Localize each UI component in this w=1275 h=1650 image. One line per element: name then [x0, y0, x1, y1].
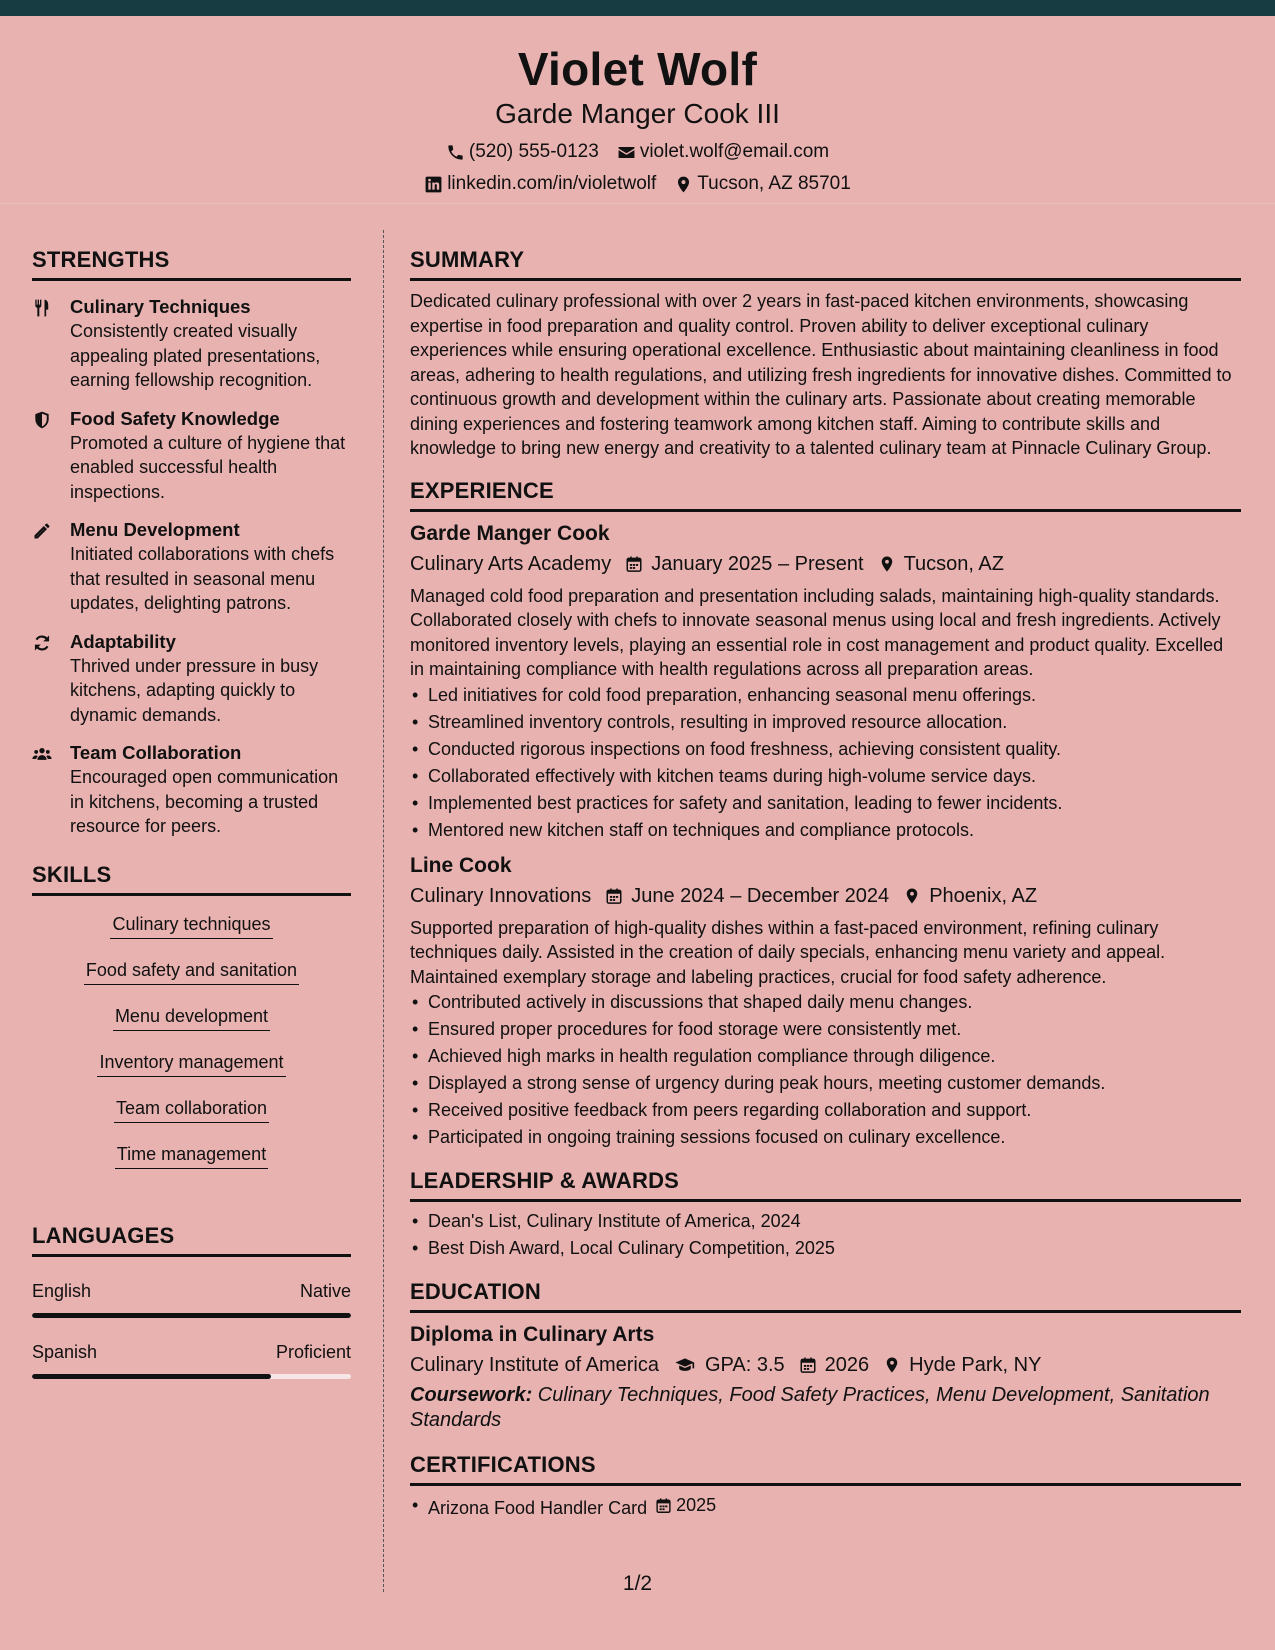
- list-item: • Participated in ongoing training sessions focused on culinary excellence.: [410, 1124, 1241, 1151]
- candidate-name: Violet Wolf: [517, 43, 758, 95]
- skill-tag: Menu development: [113, 1004, 270, 1031]
- graduation-cap-icon: [673, 1355, 697, 1375]
- map-pin-icon: [883, 1356, 901, 1374]
- contact-linkedin[interactable]: [424, 172, 656, 196]
- skill-tag: Food safety and sanitation: [84, 958, 299, 985]
- language-name: English: [32, 1280, 92, 1301]
- language-bar-fill: [32, 1374, 271, 1379]
- language-name: Spanish: [32, 1341, 98, 1362]
- coursework-text: Culinary Techniques, Food Safety Practices, Menu Development, Sanitation Standards: [410, 1384, 1210, 1431]
- map-pin-icon: [903, 887, 921, 905]
- job-bullets: [410, 989, 1241, 1151]
- languages-title: LANGUAGES: [32, 1222, 351, 1257]
- contact-row-2: [0, 172, 1275, 196]
- strength-title: Adaptability: [70, 630, 176, 652]
- education-entry: [410, 1321, 1241, 1433]
- list-item: • Ensured proper procedures for food storage were consistently met.: [410, 1016, 1241, 1043]
- language-level: Native: [299, 1280, 351, 1301]
- contact-email[interactable]: [617, 140, 829, 164]
- graduation-year: 2026: [824, 1354, 870, 1376]
- left-column: [32, 246, 351, 1379]
- calendar-icon: [625, 555, 643, 573]
- list-item: • Implemented best practices for safety and sanitation, leading to fewer incidents.: [410, 790, 1241, 817]
- certifications-list: [410, 1492, 1241, 1522]
- list-item: • Contributed actively in discussions that shaped daily menu changes.: [410, 989, 1241, 1016]
- right-column: [410, 246, 1241, 1522]
- coursework-label: Coursework:: [410, 1384, 533, 1406]
- skill-tag: Inventory management: [97, 1050, 285, 1077]
- list-item: • Achieved high marks in health regulation compliance through diligence.: [410, 1043, 1241, 1070]
- pencil-icon: [32, 521, 52, 541]
- language-bar: [32, 1374, 351, 1379]
- location-text: Tucson, AZ 85701: [697, 173, 851, 194]
- language-item: [32, 1340, 351, 1379]
- top-accent-bar: [0, 0, 1275, 16]
- refresh-icon: [32, 633, 52, 653]
- skill-tag: Time management: [115, 1142, 268, 1169]
- strength-title: Menu Development: [70, 519, 240, 540]
- language-level: Proficient: [275, 1341, 351, 1362]
- strength-item: [32, 518, 351, 616]
- strength-title: Food Safety Knowledge: [70, 407, 280, 429]
- job-title: Line Cook: [410, 853, 512, 877]
- strength-item: [32, 407, 351, 505]
- contact-row-1: [0, 140, 1275, 164]
- list-item: • Led initiatives for cold food preparation, enhancing seasonal menu offerings.: [410, 682, 1241, 709]
- resume-header: [0, 16, 1275, 204]
- certifications-title: CERTIFICATIONS: [410, 1451, 1241, 1486]
- education-title: EDUCATION: [410, 1278, 1241, 1313]
- users-icon: [32, 744, 52, 764]
- job-description: Supported preparation of high-quality dishes within a fast-paced environment, refining culinary techniques daily. Assisted in the creation of daily specials, enhancing menu variety and appeal. Maintained exemplary storage and labeling practices, crucial for food safety adherence.: [410, 917, 1166, 987]
- shield-icon: [32, 410, 52, 430]
- education-meta: [410, 1351, 1241, 1379]
- experience-title: EXPERIENCE: [410, 477, 1241, 512]
- calendar-icon: [799, 1356, 817, 1374]
- school-name: Culinary Institute of America: [410, 1354, 659, 1376]
- gpa-text: GPA: 3.5: [705, 1354, 785, 1376]
- strength-desc: Encouraged open communication in kitchens, becoming a trusted resource for peers.: [70, 767, 339, 836]
- list-item: • Collaborated effectively with kitchen teams during high-volume service days.: [410, 763, 1241, 790]
- school-location: Hyde Park, NY: [909, 1354, 1042, 1376]
- job-entry: [410, 520, 1241, 844]
- coursework: [410, 1383, 1241, 1433]
- skills-title: SKILLS: [32, 861, 351, 896]
- contact-phone: [446, 140, 599, 164]
- job-entry: [410, 852, 1241, 1152]
- candidate-role: Garde Manger Cook III: [495, 98, 780, 129]
- linkedin-text: linkedin.com/in/violetwolf: [447, 173, 657, 194]
- strengths-title: STRENGTHS: [32, 246, 351, 281]
- job-dates: June 2024 – December 2024: [631, 884, 890, 907]
- job-location: Phoenix, AZ: [929, 884, 1038, 907]
- list-item: • Displayed a strong sense of urgency during peak hours, meeting customer demands.: [410, 1070, 1241, 1097]
- strength-title: Team Collaboration: [70, 742, 242, 763]
- job-bullets: [410, 682, 1241, 844]
- awards-list: [410, 1208, 1241, 1262]
- linkedin-icon: [424, 175, 443, 194]
- cert-name: Arizona Food Handler Card: [428, 1498, 648, 1518]
- page-number: 1/2: [622, 1572, 653, 1595]
- phone-icon: [446, 143, 465, 162]
- contact-location: [674, 172, 851, 196]
- list-item: • Received positive feedback from peers regarding collaboration and support.: [410, 1097, 1241, 1124]
- list-item: • Best Dish Award, Local Culinary Competition, 2025: [410, 1235, 1241, 1262]
- strength-desc: Consistently created visually appealing plated presentations, earning fellowship recognition.: [70, 321, 321, 390]
- envelope-icon: [617, 143, 636, 162]
- email-text: violet.wolf@email.com: [639, 141, 830, 162]
- utensils-icon: [32, 298, 52, 318]
- job-company: Culinary Innovations: [410, 884, 592, 907]
- language-bar-fill: [32, 1313, 351, 1318]
- list-item: [410, 1492, 1241, 1522]
- skill-tag: Team collaboration: [114, 1096, 269, 1123]
- strength-desc: Promoted a culture of hygiene that enabled successful health inspections.: [70, 432, 346, 502]
- list-item: • Dean's List, Culinary Institute of America, 2024: [410, 1208, 1241, 1235]
- phone-text: (520) 555-0123: [468, 141, 599, 162]
- language-item: [32, 1279, 351, 1318]
- map-pin-icon: [878, 555, 896, 573]
- list-item: • Mentored new kitchen staff on techniques and compliance protocols.: [410, 817, 1241, 844]
- job-company: Culinary Arts Academy: [410, 552, 612, 575]
- strength-title: Culinary Techniques: [70, 296, 251, 317]
- map-pin-icon: [674, 175, 693, 194]
- job-meta: [410, 882, 1241, 910]
- summary-title: SUMMARY: [410, 246, 1241, 281]
- strength-item: [32, 295, 351, 393]
- skills-list: [32, 912, 351, 1188]
- column-divider: [383, 230, 384, 1592]
- strength-desc: Initiated collaborations with chefs that resulted in seasonal menu updates, delighting patrons.: [70, 544, 335, 613]
- calendar-icon: [605, 887, 623, 905]
- strength-item: [32, 630, 351, 728]
- skill-tag: Culinary techniques: [110, 912, 272, 939]
- awards-title: LEADERSHIP & AWARDS: [410, 1167, 1241, 1202]
- job-dates: January 2025 – Present: [651, 552, 864, 575]
- job-location: Tucson, AZ: [903, 552, 1004, 575]
- cert-date: 2025: [676, 1495, 717, 1515]
- list-item: • Streamlined inventory controls, resulting in improved resource allocation.: [410, 709, 1241, 736]
- list-item: • Conducted rigorous inspections on food freshness, achieving consistent quality.: [410, 736, 1241, 763]
- job-description: Managed cold food preparation and presentation including salads, maintaining high-quality standards. Collaborated closely with chefs to innovate seasonal menus using local and fresh ingredients. Actively monitored inventory levels, playing an essential role in cost management and product quality. Excelled in maintaining compliance with health regulations across all preparation areas.: [410, 585, 1224, 679]
- calendar-icon: [655, 1497, 672, 1514]
- job-title: Garde Manger Cook: [410, 521, 610, 545]
- strength-desc: Thrived under pressure in busy kitchens, adapting quickly to dynamic demands.: [70, 655, 319, 725]
- language-bar: [32, 1313, 351, 1318]
- summary-text: Dedicated culinary professional with over 2 years in fast-paced kitchen environments, showcasing expertise in food preparation and quality control. Proven ability to deliver exceptional culinary experiences while ensuring operational excellence. Enthusiastic about maintaining cleanliness in food areas, adhering to health regulations, and utilizing fresh ingredients for innovative dishes. Committed to continuous growth and development within the culinary arts. Passionate about creating memorable dining experiences and fostering teamwork among kitchen staff. Aiming to contribute skills and knowledge to bring new energy and creativity to a talented culinary team at Pinnacle Culinary Group.: [410, 291, 1232, 458]
- strength-item: [32, 741, 351, 839]
- job-meta: [410, 550, 1241, 578]
- degree-title: Diploma in Culinary Arts: [410, 1323, 655, 1346]
